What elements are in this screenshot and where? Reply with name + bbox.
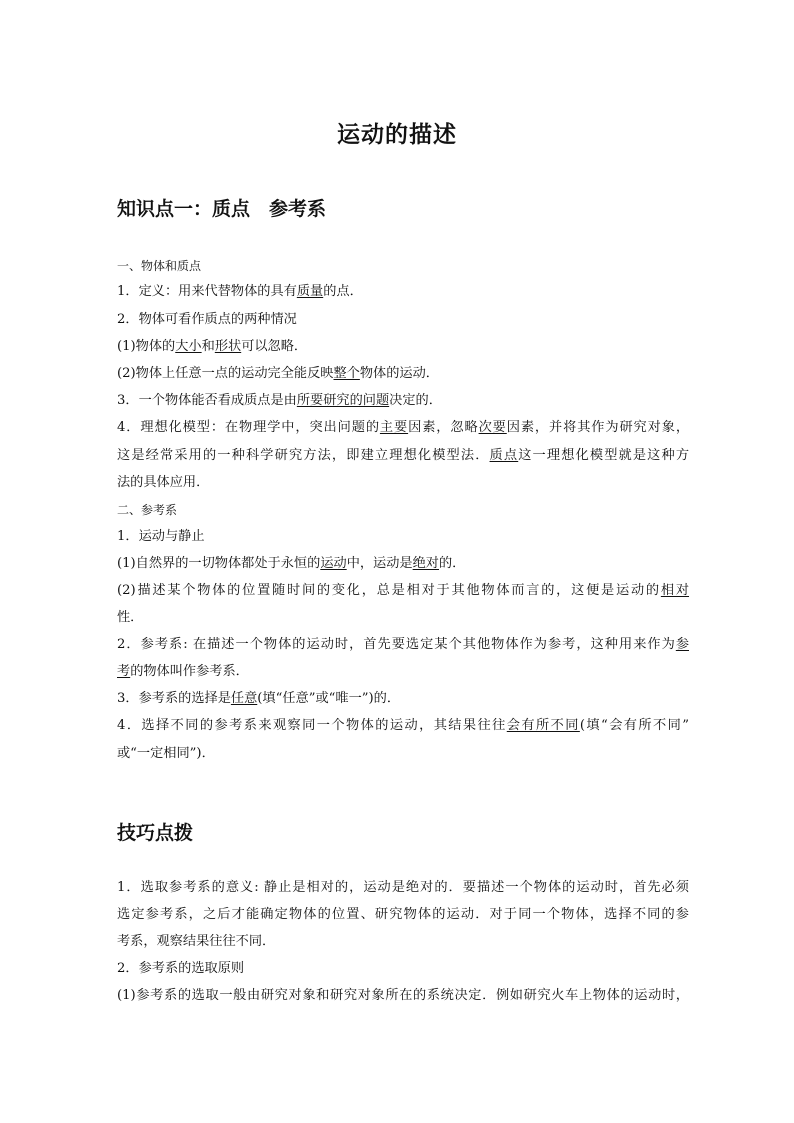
paragraph-line: 性． xyxy=(117,610,144,625)
paragraph-line: 考系，观察结果往往不同． xyxy=(117,934,276,949)
paragraph-line: 2．物体可看作质点的两种情况 xyxy=(117,312,297,327)
paragraph-line: 考的物体叫作参考系． xyxy=(117,664,249,679)
paragraph-line: 3．一个物体能否看成质点是由所要研究的问题决定的． xyxy=(117,393,442,408)
section-heading-tips: 技巧点拨 xyxy=(117,822,194,844)
paragraph-line: 3．参考系的选择是任意(填“任意”或“唯一”)的． xyxy=(117,691,401,706)
paragraph-line: 或“一定相同”)． xyxy=(117,746,215,761)
paragraph-line: (2)描述某个物体的位置随时间的变化，总是相对于其他物体而言的，这便是运动的相对 xyxy=(117,583,690,598)
part-title-object-and-particle: 一、物体和质点 xyxy=(117,259,202,273)
paragraph-line: 1．选取参考系的意义: 静止是相对的，运动是绝对的．要描述一个物体的运动时，首先必须 xyxy=(117,880,689,895)
paragraph-line: 2．参考系: 在描述一个物体的运动时，首先要选定某个其他物体作为参考，这种用来作为参 xyxy=(117,637,689,652)
paragraph-line: (1)自然界的一切物体都处于永恒的运动中，运动是绝对的． xyxy=(117,556,466,571)
paragraph-line: (1)物体的大小和形状可以忽略． xyxy=(117,339,308,354)
paragraph-line: 1．定义：用来代替物体的具有质量的点． xyxy=(117,284,363,299)
paragraph-line: (2)物体上任意一点的运动完全能反映整个物体的运动． xyxy=(117,366,439,381)
part-title-reference-frame: 二、参考系 xyxy=(117,503,178,517)
paragraph-line: 1．运动与静止 xyxy=(117,529,205,544)
paragraph-line: 法的具体应用． xyxy=(117,475,210,490)
paragraph-line: 这是经常采用的一种科学研究方法，即建立理想化模型法．质点这一理想化模型就是这种方 xyxy=(117,448,690,463)
paragraph-line: 4．理想化模型：在物理学中，突出问题的主要因素，忽略次要因素，并将其作为研究对象， xyxy=(117,420,690,435)
page-title: 运动的描述 xyxy=(337,122,457,148)
paragraph-line: (1)参考系的选取一般由研究对象和研究对象所在的系统决定．例如研究火车上物体的运动时， xyxy=(117,988,689,1003)
paragraph-line: 2．参考系的选取原则 xyxy=(117,961,245,976)
paragraph-line: 4．选择不同的参考系来观察同一个物体的运动，其结果往往会有所不同(填“会有所不同” xyxy=(117,718,690,733)
section-heading-knowledge-point-1: 知识点一：质点 参考系 xyxy=(117,198,327,220)
paragraph-line: 选定参考系，之后才能确定物体的位置、研究物体的运动．对于同一个物体，选择不同的参 xyxy=(117,907,689,922)
